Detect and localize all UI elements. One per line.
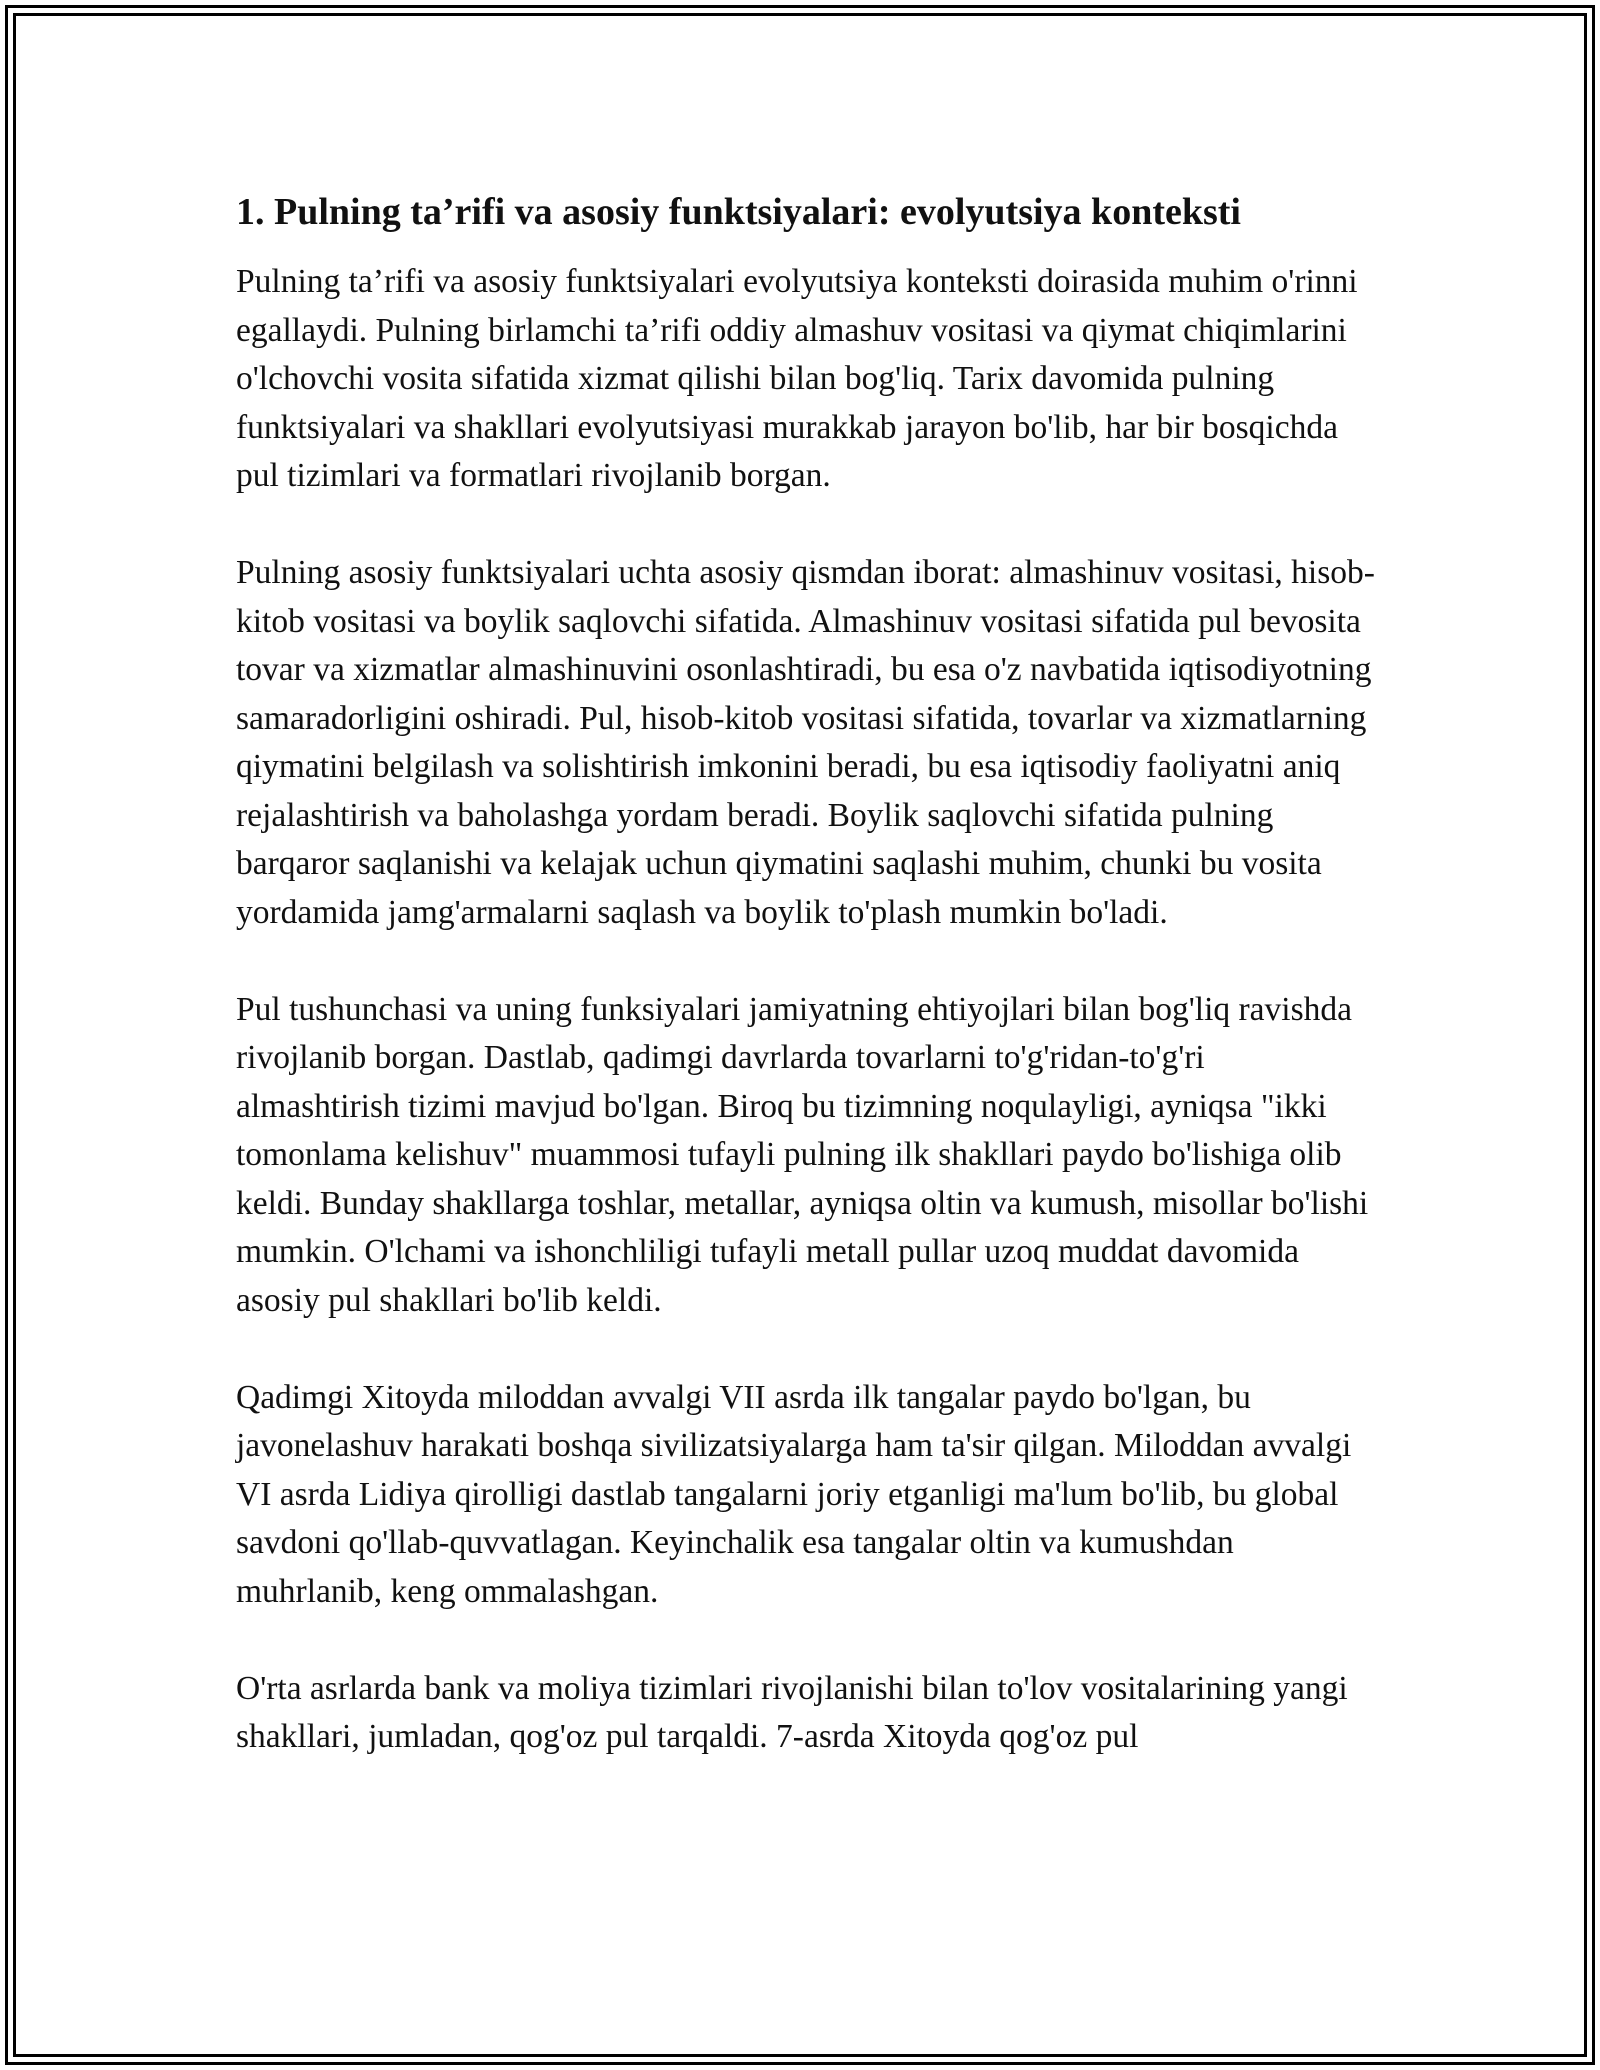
paragraph-paper-money: O'rta asrlarda bank va moliya tizimlari rivojlanishi bilan to'lov vositalarining yangi shakllari, jumladan, qog'oz pul tarqaldi. 7-asrda Xitoyda qog'oz pul xyxy=(236,1669,1348,1755)
document-body xyxy=(236,186,1376,1810)
section-heading: 1. Pulning ta’rifi va asosiy funktsiyalari: evolyutsiya konteksti xyxy=(236,191,1241,233)
paragraph-history: Pul tushunchasi va uning funksiyalari jamiyatning ehtiyojlari bilan bog'liq ravishda rivojlanib borgan. Dastlab, qadimgi davrlarda tovarlarni to'g'ridan-to'g'ri almashtirish tizimi mavjud bo'lgan. Biroq bu tizimning noqulayligi, ayniqsa "ikki tomonlama kelishuv" muammosi tufayli pulning ilk shakllari paydo bo'lishiga olib keldi. Bunday shakllarga toshlar, metallar, ayniqsa oltin va kumush, misollar bo'lishi mumkin. O'lchami va ishonchliligi tufayli metall pullar uzoq muddat davomida asosiy pul shakllari bo'lib keldi. xyxy=(236,990,1369,1319)
paragraph-coins: Qadimgi Xitoyda miloddan avvalgi VII asrda ilk tangalar paydo bo'lgan, bu javonelashuv harakati boshqa sivilizatsiyalarga ham ta'sir qilgan. Miloddan avvalgi VI asrda Lidiya qirolligi dastlab tangalarni joriy etganligi ma'lum bo'lib, bu global savdoni qo'llab-quvvatlagan. Keyinchalik esa tangalar oltin va kumushdan muhrlanib, keng ommalashgan. xyxy=(236,1378,1352,1610)
paragraph-definition: Pulning ta’rifi va asosiy funktsiyalari evolyutsiya konteksti doirasida muhim o'rinni egallaydi. Pulning birlamchi ta’rifi oddiy almashuv vositasi va qiymat chiqimlarini o'lchovchi vosita sifatida xizmat qilishi bilan bog'liq. Tarix davomida pulning funktsiyalari va shakllari evolyutsiyasi murakkab jarayon bo'lib, har bir bosqichda pul tizimlari va formatlari rivojlanib borgan. xyxy=(236,263,1358,494)
paragraph-functions: Pulning asosiy funktsiyalari uchta asosiy qismdan iborat: almashinuv vositasi, hisob-kitob vositasi va boylik saqlovchi sifatida. Almashinuv vositasi sifatida pul bevosita tovar va xizmatlar almashinuvini osonlashtiradi, bu esa o'z navbatida iqtisodiyotning samaradorligini oshiradi. Pul, hisob-kitob vositasi sifatida, tovarlar va xizmatlarning qiymatini belgilash va solishtirish imkonini beradi, bu esa iqtisodiy faoliyatni aniq rejalashtirish va baholashga yordam beradi. Boylik saqlovchi sifatida pulning barqaror saqlanishi va kelajak uchun qiymatini saqlashi muhim, chunki bu vosita yordamida jamg'armalarni saqlash va boylik to'plash mumkin bo'ladi. xyxy=(236,554,1375,931)
